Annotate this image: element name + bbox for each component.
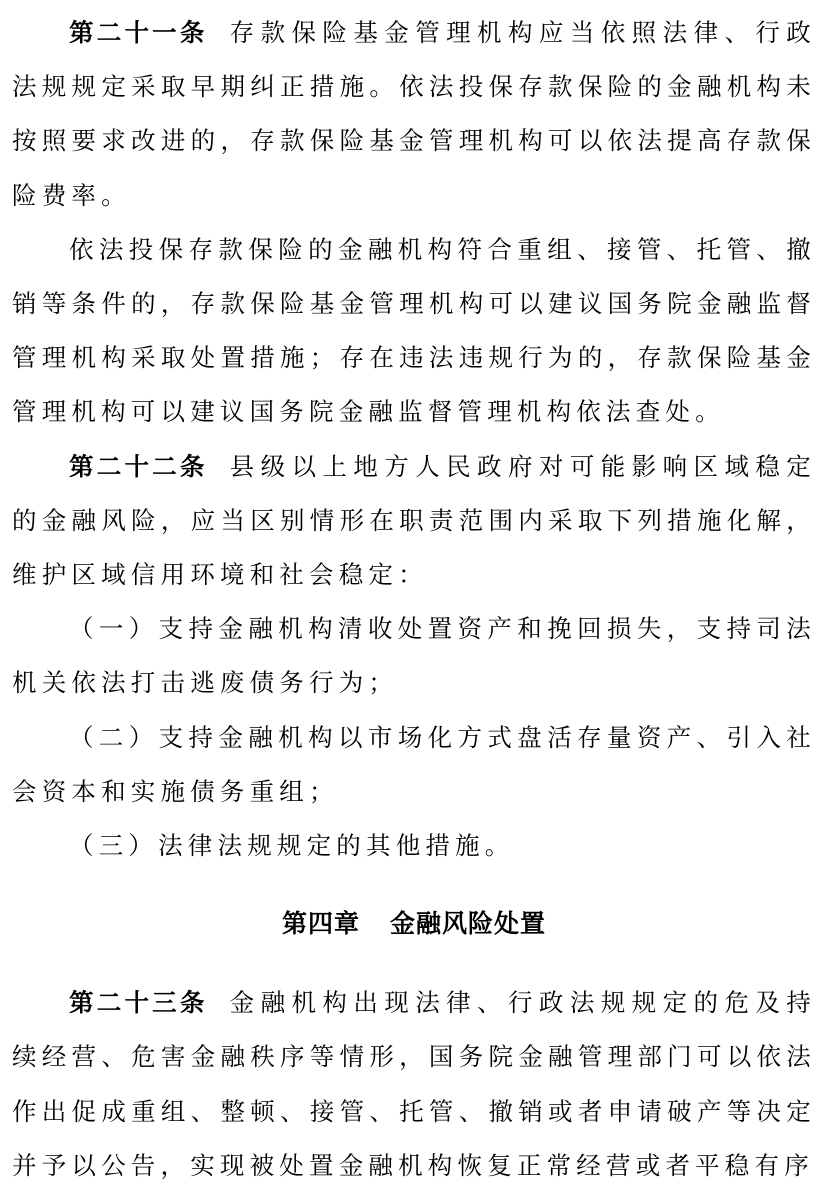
article-21-number: 第二十一条 [69,18,208,47]
chapter-heading [12,897,816,951]
article-23-text-1: 金融机构出现法律、行政法规规定的危及持续经营、危害金融秩序等情形，国务院金融管理部门可以依法作出促成重组、整顿、接管、托管、撤销或者申请破产等决定并予以公告，实现被处置金融机构恢复正常经营或者平稳有序 [12,988,816,1180]
article-22-paragraph-1 [12,440,816,603]
chapter-title: 金融风险处置 [390,909,547,939]
article-22-number: 第二十二条 [69,451,208,481]
article-22-item-3: （三）法律法规规定的其他措施。 [69,831,515,861]
article-23-number: 第二十三条 [69,988,208,1018]
document-page [12,0,816,1193]
chapter-number: 第四章 [281,909,360,939]
article-22-item-2: （二）支持金融机构以市场化方式盘活存量资产、引入社会资本和实施债务重组； [12,722,816,806]
article-21-paragraph-2: 依法投保存款保险的金融机构符合重组、接管、托管、撤销等条件的，存款保险基金管理机构可以建议国务院金融监督管理机构采取处置措施；存在违法违规行为的，存款保险基金管理机构可以建议国务院金融监督管理机构依法查处。 [12,234,816,427]
article-22-text-1: 县级以上地方人民政府对可能影响区域稳定的金融风险，应当区别情形在职责范围内采取下列措施化解，维护区域信用环境和社会稳定： [12,451,816,590]
article-23-paragraph-1 [12,976,816,1193]
article-21-paragraph-1 [12,0,816,223]
article-22-item-1: （一）支持金融机构清收处置资产和挽回损失，支持司法机关依法打击逃废债务行为； [12,614,816,698]
article-21-text-1: 存款保险基金管理机构应当依照法律、行政法规规定采取早期纠正措施。依法投保存款保险的金融机构未按照要求改进的，存款保险基金管理机构可以依法提高存款保险费率。 [12,18,816,210]
